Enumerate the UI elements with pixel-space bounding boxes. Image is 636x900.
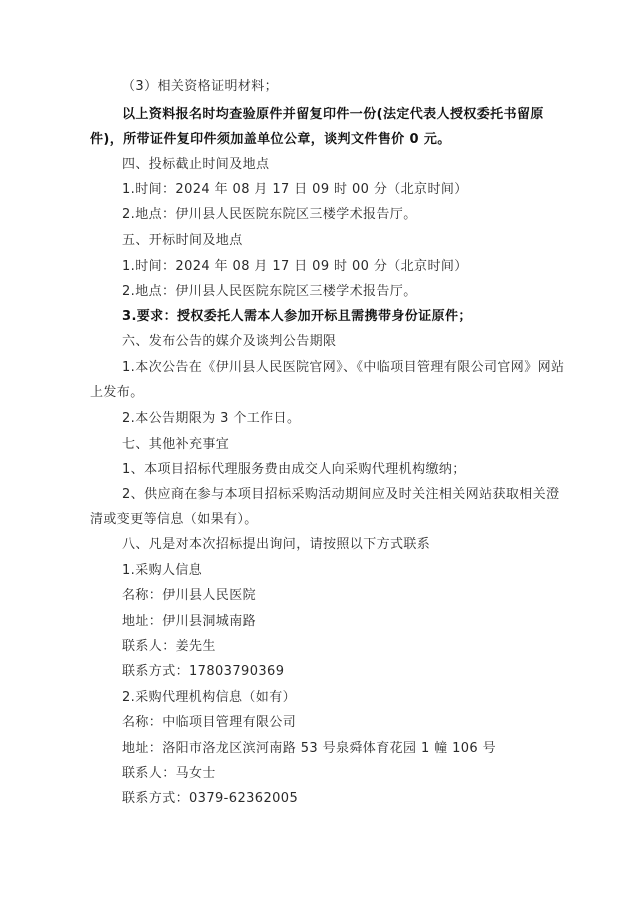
text-line-22: 地址：伊川县洞城南路 <box>122 614 257 629</box>
text-line-27: 地址：洛阳市洛龙区滨河南路 53 号泉舜体育花园 1 幢 106 号 <box>122 741 497 756</box>
section-8-heading: 八、凡是对本次招标提出询问，请按照以下方式联系 <box>122 537 431 552</box>
text-line-17: 2、供应商在参与本项目招标采购活动期间应及时关注相关网站获取相关澄 <box>122 487 560 502</box>
text-line-9: 2.地点：伊川县人民医院东院区三楼学术报告厅。 <box>122 284 417 299</box>
text-line-16: 1、本项目招标代理服务费由成交人向采购代理机构缴纳； <box>122 462 466 477</box>
text-line-2: 以上资料报名时均查验原件并留复印件一份(法定代表人授权委托书留原 <box>122 107 544 122</box>
text-line-8: 1.时间：2024 年 08 月 17 日 09 时 00 分（北京时间） <box>122 259 468 274</box>
text-line-18: 清或变更等信息（如果有）。 <box>90 512 258 527</box>
text-line-24: 联系方式：17803790369 <box>122 664 285 679</box>
text-line-26: 名称：中临项目管理有限公司 <box>122 715 297 730</box>
text-line-3: 件)，所带证件复印件须加盖单位公章，谈判文件售价 0 元。 <box>90 132 451 147</box>
text-line-25: 2.采购代理机构信息（如有） <box>122 690 297 705</box>
text-line-14: 2.本公告期限为 3 个工作日。 <box>122 411 301 426</box>
section-6-heading: 六、发布公告的媒介及谈判公告期限 <box>122 334 337 349</box>
section-7-heading: 七、其他补充事宜 <box>122 437 230 452</box>
text-line-23: 联系人：姜先生 <box>122 639 216 654</box>
section-4-heading: 四、投标截止时间及地点 <box>122 157 270 172</box>
text-line-13: 上发布。 <box>90 385 144 400</box>
text-line-29: 联系方式：0379-62362005 <box>122 791 299 806</box>
text-line-12: 1.本次公告在《伊川县人民医院官网》、《中临项目管理有限公司官网》网站 <box>122 360 565 375</box>
section-5-heading: 五、开标时间及地点 <box>122 233 243 248</box>
text-line-1: （3）相关资格证明材料； <box>122 79 279 94</box>
text-line-28: 联系人：马女士 <box>122 766 216 781</box>
text-line-21: 名称：伊川县人民医院 <box>122 588 257 603</box>
text-line-10: 3.要求：授权委托人需本人参加开标且需携带身份证原件； <box>122 309 472 324</box>
text-line-5: 1.时间：2024 年 08 月 17 日 09 时 00 分（北京时间） <box>122 182 468 197</box>
text-line-6: 2.地点：伊川县人民医院东院区三楼学术报告厅。 <box>122 207 417 222</box>
text-line-20: 1.采购人信息 <box>122 563 203 578</box>
